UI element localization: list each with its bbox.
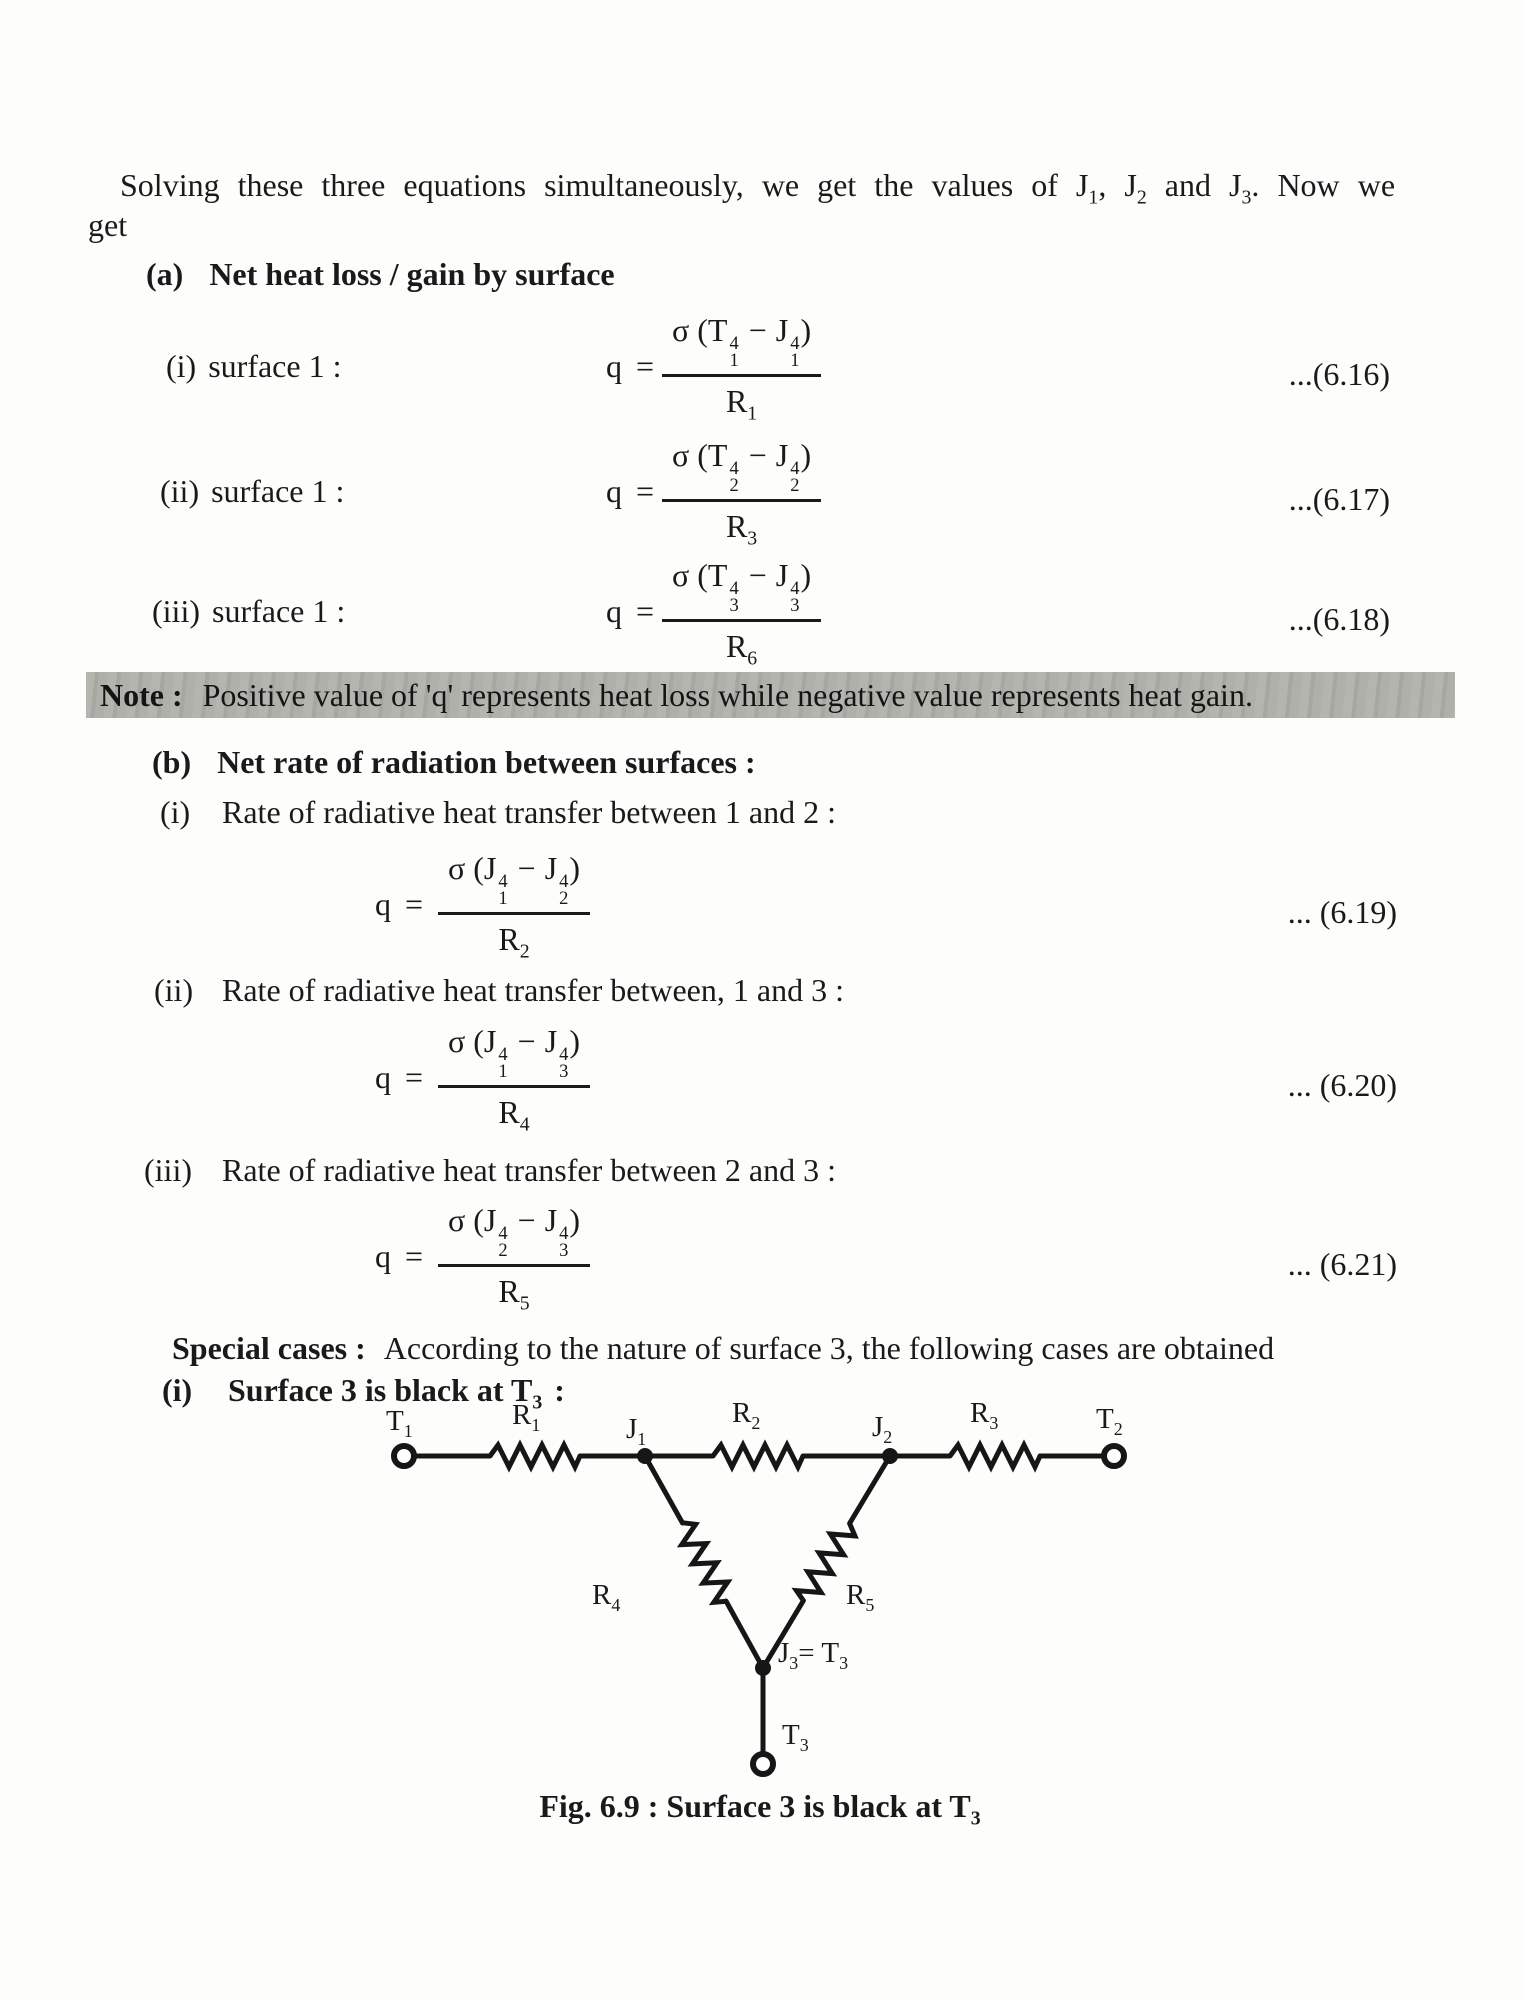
equation-6-18 [0,555,1525,675]
sup: 4 [790,457,800,479]
label-base: J [778,1637,790,1669]
label-sub: 2 [751,1412,761,1433]
equals-sign: = [636,348,655,384]
label-r2 [732,1397,761,1433]
j2-subscript: 2 [1136,186,1147,209]
supsub [559,870,569,909]
supsub [498,1043,508,1082]
equation-number: ... (6.19) [1287,894,1397,930]
t3-subscript: 3 [532,1391,543,1414]
fraction-denominator [725,377,758,425]
supsub [790,577,800,616]
label-base: J [872,1411,884,1443]
sub: 2 [498,1239,508,1261]
supsub [498,870,508,909]
q: q [606,473,622,509]
equals-sign: = [405,886,424,922]
sub: 1 [498,887,508,909]
section-b-title: Net rate of radiation between surfaces : [217,744,756,780]
var-a: J [483,1023,497,1059]
minus-sign: − [517,1202,536,1238]
label-base: T [782,1719,800,1751]
label-base: R [846,1579,866,1611]
special-cases-text: According to the nature of surface 3, the following cases are obtained [383,1330,1275,1366]
sub: 2 [790,474,800,496]
section-a-marker: (a) [146,256,184,292]
fraction [662,310,821,425]
label-base: J [626,1413,638,1445]
radiation-network-svg [330,1398,1160,1798]
item-text: surface 1 : [211,473,345,509]
minus-sign: − [517,1023,536,1059]
caption-text: Fig. 6.9 : Surface 3 is black at T [539,1788,971,1824]
label-base: R [970,1397,990,1429]
q: q [606,348,622,384]
label-t2 [1096,1403,1123,1439]
fraction [438,1200,590,1315]
minus-sign: − [517,850,536,886]
sigma: σ ( [672,437,708,473]
q-equals [606,471,654,511]
label-base: R [732,1397,752,1429]
equation-label [160,471,344,511]
label-sub: 2 [1113,1418,1123,1439]
label-sub: 1 [531,1414,541,1435]
equation-6-20 [0,1021,1525,1141]
sup: 4 [729,457,739,479]
item-text: Rate of radiative heat transfer between, 1 and 3 : [222,972,844,1008]
j3-subscript: 3 [1241,186,1252,209]
minus-sign: − [748,557,767,593]
sub: 4 [519,1113,530,1136]
wire [645,1456,683,1523]
item-marker: (iii) [144,1152,192,1188]
sub: 3 [747,527,758,550]
note-text: Positive value of 'q' represents heat loss while negative value represents heat gain. [202,677,1253,713]
paren: ) [800,557,812,593]
equation-6-16 [0,310,1525,430]
fraction-denominator [725,622,758,670]
paren: ) [569,1202,581,1238]
var-b: J [544,1023,558,1059]
resistor-r2 [713,1445,803,1467]
q-equals [606,591,654,631]
wire [850,1456,890,1523]
sub: 1 [747,402,758,425]
equation-number: ... (6.21) [1287,1246,1397,1282]
sup: 4 [790,332,800,354]
label-sub: 3 [799,1734,809,1755]
sigma: σ ( [672,312,708,348]
item-text: surface 1 : [211,593,346,629]
q: q [375,886,391,922]
fraction [662,435,821,550]
equation-6-21 [0,1200,1525,1320]
supsub [498,1222,508,1261]
section-b-heading [152,742,756,782]
label-sub: 3 [789,1652,799,1673]
fraction-denominator [725,502,758,550]
item-marker: (i) [166,348,197,384]
var-r: R [498,920,520,957]
section-a-title: Net heat loss / gain by surface [209,256,615,292]
paren: ) [569,1023,581,1059]
label-t3 [782,1719,809,1755]
intro-text: . Now we [1251,167,1396,203]
sub: 1 [498,1060,508,1082]
sigma: σ ( [448,850,484,886]
intro-text: , J [1098,167,1137,203]
equals-sign: = [636,593,655,629]
note-highlight-bar [86,672,1455,718]
supsub [559,1043,569,1082]
var-a: J [483,850,497,886]
supsub [559,1222,569,1261]
sub: 2 [519,940,530,963]
var-a: T [707,557,728,593]
q-equals [375,1236,423,1276]
q-equals [375,1057,423,1097]
item-marker: (i) [160,794,191,830]
section-b-marker: (b) [152,744,192,780]
supsub [729,332,739,371]
equation-6-19 [0,848,1525,968]
q: q [375,1059,391,1095]
equals-sign: = [405,1238,424,1274]
var-b: J [544,1202,558,1238]
supsub [729,577,739,616]
sup: 4 [498,870,508,892]
terminal-t2 [1104,1446,1124,1466]
equation-label [152,591,345,631]
fraction-numerator [438,1021,590,1088]
paren: ) [800,437,812,473]
label-sub: 2 [883,1426,893,1447]
var-b: J [775,437,789,473]
sub: 3 [559,1239,569,1261]
fraction-numerator [662,435,821,502]
label-base: T [1096,1403,1114,1435]
section-a-heading [146,254,615,294]
label-sub: 3 [989,1412,999,1433]
intro-text: Solving these three equations simultaneously, we get the values of J [120,167,1089,203]
sup: 4 [790,577,800,599]
item-marker: (ii) [160,473,200,509]
item-marker: (i) [162,1372,193,1408]
sub: 3 [729,594,739,616]
figure-caption [360,1786,1160,1830]
sub: 3 [559,1060,569,1082]
equation-label [166,346,341,386]
q: q [375,1238,391,1274]
note-label: Note : [100,677,183,713]
var-a: T [707,437,728,473]
label-r5 [846,1579,875,1615]
sup: 4 [559,1222,569,1244]
paren: ) [800,312,812,348]
fraction-denominator [498,915,530,963]
fraction-numerator [438,848,590,915]
equals-sign: = [636,473,655,509]
terminal-t3 [753,1754,773,1774]
fraction-denominator [498,1267,530,1315]
sub: 5 [519,1292,530,1315]
intro-paragraph-line1 [120,165,1396,209]
var-r: R [498,1093,520,1130]
label-j1 [626,1413,647,1449]
var-a: J [483,1202,497,1238]
sup: 4 [498,1222,508,1244]
sigma: σ ( [448,1023,484,1059]
var-b: J [775,312,789,348]
item-text: Rate of radiative heat transfer between 2 and 3 : [222,1152,836,1188]
sub: 1 [790,349,800,371]
var-r: R [498,1272,520,1309]
sub: 3 [790,594,800,616]
fraction-numerator [662,310,821,377]
special-cases-line [172,1328,1274,1368]
sup: 4 [729,332,739,354]
label-r3 [970,1397,999,1433]
var-b: J [544,850,558,886]
fraction-numerator [438,1200,590,1267]
resistor-r3 [950,1445,1040,1467]
fraction [438,848,590,963]
minus-sign: − [748,437,767,473]
sub: 2 [729,474,739,496]
label-base: R [592,1579,612,1611]
sup: 4 [559,1043,569,1065]
terminal-t1 [394,1446,414,1466]
j1-subscript: 1 [1088,186,1099,209]
label-sub: 1 [637,1428,647,1449]
sigma: σ ( [448,1202,484,1238]
intro-paragraph-line2: get [88,207,128,243]
sub: 1 [729,349,739,371]
label-sub: 3 [839,1652,849,1673]
sub: 6 [747,647,758,670]
item-marker: (ii) [154,972,194,1008]
supsub [790,332,800,371]
var-r: R [725,627,748,664]
item-marker: (iii) [152,593,200,629]
sup: 4 [498,1043,508,1065]
label-sub: 5 [865,1594,875,1615]
minus-sign: − [748,312,767,348]
item-text: surface 1 : [208,348,342,384]
supsub [729,457,739,496]
equation-number: ...(6.18) [1288,601,1390,637]
case-i-pre: Surface 3 is black at T [228,1372,533,1408]
equation-number: ... (6.20) [1287,1067,1397,1103]
supsub [790,457,800,496]
var-r: R [725,382,748,419]
q: q [606,593,622,629]
fraction-denominator [498,1088,530,1136]
resistor-r4 [673,1517,736,1606]
special-cases-label: Special cases : [172,1330,366,1366]
label-base: R [512,1399,532,1431]
fraction [438,1021,590,1136]
var-r: R [725,507,748,544]
intro-text: and J [1146,167,1242,203]
equals-sign: = [405,1059,424,1095]
equation-number: ...(6.17) [1288,481,1390,517]
wire [726,1601,763,1668]
label-t1 [386,1405,413,1441]
sub: 2 [559,887,569,909]
fraction [662,555,821,670]
sup: 4 [729,577,739,599]
label-j2 [872,1411,893,1447]
sup: 4 [559,870,569,892]
label-r1 [512,1399,541,1435]
q-equals [606,346,654,386]
resistor-r1 [490,1445,580,1467]
item-text: Rate of radiative heat transfer between 1 and 2 : [222,794,836,830]
label-r4 [592,1579,621,1615]
fraction-numerator [662,555,821,622]
equation-6-17 [0,435,1525,555]
label-sub: 1 [403,1420,413,1441]
label-mid: = T [798,1637,840,1669]
circuit-diagram-figure [330,1398,1160,1798]
var-a: T [707,312,728,348]
caption-subscript: 3 [970,1807,981,1830]
var-b: J [775,557,789,593]
label-sub: 4 [611,1594,621,1615]
paren: ) [569,850,581,886]
q-equals [375,884,423,924]
label-j3-equals-t3 [778,1637,849,1673]
label-base: T [386,1405,404,1437]
case-i-colon: : [554,1372,565,1408]
sigma: σ ( [672,557,708,593]
equation-number: ...(6.16) [1288,356,1390,392]
